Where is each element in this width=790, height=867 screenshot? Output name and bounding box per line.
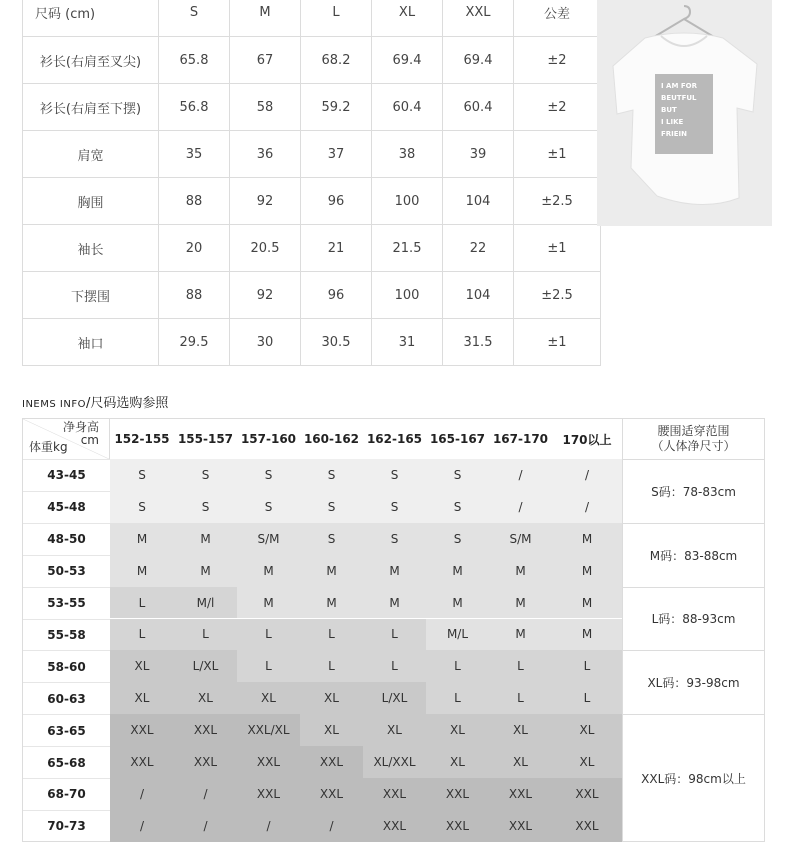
waist-range-cell: L码：88-93cm [622, 587, 764, 651]
size-cell: S [174, 491, 237, 523]
corner-height-text: 净身高 [62, 420, 99, 434]
size-cell: M/l [174, 587, 237, 619]
grid-corner [23, 419, 110, 459]
size-cell: L [300, 619, 363, 651]
size-cell: XXL [489, 810, 552, 842]
size-cell: M [363, 587, 426, 619]
measurement-label: 下摆围 [23, 272, 159, 319]
tolerance-value: ±1 [514, 131, 601, 178]
size-cell: S [237, 459, 300, 491]
size-cell: XXL [174, 746, 237, 778]
size-cell: L [237, 619, 300, 651]
print-line-5: FRIEIN [661, 130, 688, 138]
waist-range-header [622, 419, 764, 459]
size-recommendation-grid [22, 418, 765, 842]
size-cell: XXL [237, 778, 300, 810]
size-cell: L [110, 587, 174, 619]
measurement-value: 29.5 [159, 319, 230, 366]
measurement-value: 22 [443, 225, 514, 272]
size-cell: S [300, 459, 363, 491]
size-table-header-cell: XXL [443, 0, 514, 37]
size-cell: XL [552, 746, 622, 778]
size-spec-table [22, 0, 601, 366]
size-cell: / [552, 491, 622, 523]
size-cell: M [426, 587, 489, 619]
measurement-label: 肩宽 [23, 131, 159, 178]
size-cell: M [174, 555, 237, 587]
size-cell: XXL [426, 778, 489, 810]
size-cell: S [426, 459, 489, 491]
size-cell: XXL [237, 746, 300, 778]
measurement-value: 96 [301, 272, 372, 319]
size-cell: XL [489, 746, 552, 778]
measurement-value: 60.4 [372, 84, 443, 131]
weight-label: 45-48 [23, 491, 110, 523]
weight-label: 65-68 [23, 746, 110, 778]
tolerance-value: ±2.5 [514, 272, 601, 319]
weight-label: 63-65 [23, 714, 110, 746]
size-table-header-cell: L [301, 0, 372, 37]
measurement-value: 35 [159, 131, 230, 178]
weight-label: 48-50 [23, 523, 110, 555]
size-cell: XL [237, 682, 300, 714]
size-cell: XL [426, 714, 489, 746]
measurement-value: 30 [230, 319, 301, 366]
section-title-zh: 尺码选购参照 [90, 396, 169, 411]
size-table-header-cell: 公差 [514, 0, 601, 37]
measurement-value: 88 [159, 178, 230, 225]
size-cell: L [426, 682, 489, 714]
size-cell: XXL [300, 778, 363, 810]
section-title-en: INEMS INFO [22, 399, 86, 410]
size-cell: / [552, 459, 622, 491]
size-cell: L [174, 619, 237, 651]
waist-range-cell: S码：78-83cm [622, 459, 764, 523]
size-cell: XXL [552, 810, 622, 842]
size-cell: S [426, 491, 489, 523]
size-cell: L [552, 682, 622, 714]
tolerance-value: ±1 [514, 225, 601, 272]
measurement-value: 58 [230, 84, 301, 131]
size-cell: M [489, 619, 552, 651]
size-cell: L/XL [174, 650, 237, 682]
size-cell: XXL [426, 810, 489, 842]
waist-range-cell: XL码：93-98cm [622, 650, 764, 714]
height-header: 170以上 [562, 432, 612, 447]
size-cell: / [489, 459, 552, 491]
size-cell: / [237, 810, 300, 842]
size-cell: L [363, 619, 426, 651]
tolerance-value: ±1 [514, 319, 601, 366]
measurement-value: 36 [230, 131, 301, 178]
measurement-value: 20 [159, 225, 230, 272]
size-cell: XL [426, 746, 489, 778]
size-table-corner: 尺码 (cm) [23, 0, 159, 37]
measurement-value: 20.5 [230, 225, 301, 272]
weight-label: 55-58 [23, 619, 110, 651]
tshirt-illustration [597, 0, 772, 226]
tolerance-value: ±2 [514, 37, 601, 84]
tolerance-value: ±2.5 [514, 178, 601, 225]
tolerance-value: ±2 [514, 84, 601, 131]
size-table-header-cell: XL [372, 0, 443, 37]
size-cell: S [300, 491, 363, 523]
measurement-value: 65.8 [159, 37, 230, 84]
size-cell: M [300, 555, 363, 587]
size-cell: L [552, 650, 622, 682]
size-cell: XXL [363, 778, 426, 810]
size-cell: M [552, 523, 622, 555]
size-cell: L [237, 650, 300, 682]
waist-header-line2: （人体净尺寸） [651, 439, 736, 453]
size-cell: XXL [300, 746, 363, 778]
size-cell: S [363, 491, 426, 523]
size-table-row [23, 37, 601, 84]
measurement-value: 100 [372, 178, 443, 225]
measurement-value: 37 [301, 131, 372, 178]
height-header: 160-162 [303, 432, 360, 446]
size-cell: S/M [489, 523, 552, 555]
measurement-label: 袖口 [23, 319, 159, 366]
corner-unit-text: cm [80, 433, 99, 447]
size-cell: M [110, 555, 174, 587]
measurement-value: 30.5 [301, 319, 372, 366]
size-cell: M [110, 523, 174, 555]
measurement-value: 68.2 [301, 37, 372, 84]
corner-weight-label: 体重kg [29, 440, 68, 454]
size-cell: S [363, 459, 426, 491]
measurement-value: 88 [159, 272, 230, 319]
size-cell: / [300, 810, 363, 842]
size-cell: M/L [426, 619, 489, 651]
size-cell: XL [300, 714, 363, 746]
weight-label: 43-45 [23, 459, 110, 491]
measurement-label: 袖长 [23, 225, 159, 272]
size-cell: L [300, 650, 363, 682]
size-cell: L [426, 650, 489, 682]
measurement-value: 96 [301, 178, 372, 225]
height-header: 165-167 [429, 432, 486, 446]
measurement-value: 69.4 [372, 37, 443, 84]
size-cell: S [174, 459, 237, 491]
size-cell: XL [300, 682, 363, 714]
height-header: 152-155 [114, 432, 170, 446]
size-cell: M [363, 555, 426, 587]
size-cell: S [300, 523, 363, 555]
size-table-row [23, 319, 601, 366]
height-header: 167-170 [492, 432, 549, 446]
waist-header-line1: 腰围适穿范围 [657, 424, 730, 438]
print-line-3: BUT [661, 106, 677, 114]
size-cell: XXL [174, 714, 237, 746]
size-cell: / [489, 491, 552, 523]
size-table-row [23, 225, 601, 272]
print-line-1: I AM FOR [661, 82, 697, 90]
size-cell: XL [110, 650, 174, 682]
size-cell: M [552, 555, 622, 587]
size-cell: / [110, 778, 174, 810]
measurement-value: 31 [372, 319, 443, 366]
size-cell: L [489, 682, 552, 714]
size-cell: M [174, 523, 237, 555]
print-line-4: I LIKE [661, 118, 684, 126]
size-cell: S [110, 491, 174, 523]
product-photo [597, 0, 772, 226]
weight-label: 58-60 [23, 650, 110, 682]
size-cell: S [426, 523, 489, 555]
size-cell: / [174, 778, 237, 810]
size-cell: S [363, 523, 426, 555]
size-table-row [23, 131, 601, 178]
measurement-label: 胸围 [23, 178, 159, 225]
height-header: 162-165 [366, 432, 423, 446]
size-cell: XL/XXL [363, 746, 426, 778]
height-header: 157-160 [240, 432, 297, 446]
size-cell: M [489, 555, 552, 587]
waist-range-cell: M码：83-88cm [622, 523, 764, 587]
print-line-2: BEUTFUL [661, 94, 697, 102]
weight-label: 53-55 [23, 587, 110, 619]
size-cell: XXL [110, 746, 174, 778]
size-cell: L [363, 650, 426, 682]
size-cell: M [552, 619, 622, 651]
measurement-value: 60.4 [443, 84, 514, 131]
measurement-value: 92 [230, 272, 301, 319]
size-cell: S [237, 491, 300, 523]
weight-label: 50-53 [23, 555, 110, 587]
measurement-label: 衫长(右肩至下摆) [23, 84, 159, 131]
size-cell: XXL [552, 778, 622, 810]
measurement-value: 104 [443, 272, 514, 319]
size-cell: XXL/XL [237, 714, 300, 746]
measurement-value: 31.5 [443, 319, 514, 366]
size-cell: M [237, 587, 300, 619]
size-table-row [23, 84, 601, 131]
size-cell: XL [552, 714, 622, 746]
weight-label: 60-63 [23, 682, 110, 714]
size-cell: / [110, 810, 174, 842]
section-title [22, 392, 168, 411]
size-cell: M [489, 587, 552, 619]
measurement-value: 39 [443, 131, 514, 178]
measurement-value: 21.5 [372, 225, 443, 272]
section-title-sep: / [85, 396, 91, 411]
size-cell: M [237, 555, 300, 587]
size-cell: XXL [489, 778, 552, 810]
measurement-value: 21 [301, 225, 372, 272]
size-cell: L [489, 650, 552, 682]
corner-height-label [63, 421, 99, 447]
waist-range-cell: XXL码：98cm以上 [622, 714, 764, 842]
size-table-header-row [23, 0, 601, 37]
measurement-value: 59.2 [301, 84, 372, 131]
size-cell: M [426, 555, 489, 587]
size-cell: S/M [237, 523, 300, 555]
size-cell: XL [489, 714, 552, 746]
size-table-header-cell: M [230, 0, 301, 37]
measurement-label: 衫长(右肩至叉尖) [23, 37, 159, 84]
measurement-value: 56.8 [159, 84, 230, 131]
size-cell: XXL [363, 810, 426, 842]
size-cell: XL [110, 682, 174, 714]
size-cell: / [174, 810, 237, 842]
size-table-row [23, 178, 601, 225]
size-cell: L [110, 619, 174, 651]
measurement-value: 69.4 [443, 37, 514, 84]
measurement-value: 92 [230, 178, 301, 225]
measurement-value: 67 [230, 37, 301, 84]
size-cell: XL [363, 714, 426, 746]
measurement-value: 100 [372, 272, 443, 319]
size-cell: M [552, 587, 622, 619]
size-cell: XXL [110, 714, 174, 746]
weight-label: 70-73 [23, 810, 110, 842]
size-cell: M [300, 587, 363, 619]
size-cell: S [110, 459, 174, 491]
measurement-value: 38 [372, 131, 443, 178]
size-table-header-cell: S [159, 0, 230, 37]
measurement-value: 104 [443, 178, 514, 225]
size-table-row [23, 272, 601, 319]
size-cell: L/XL [363, 682, 426, 714]
size-cell: XL [174, 682, 237, 714]
weight-label: 68-70 [23, 778, 110, 810]
height-header: 155-157 [177, 432, 234, 446]
